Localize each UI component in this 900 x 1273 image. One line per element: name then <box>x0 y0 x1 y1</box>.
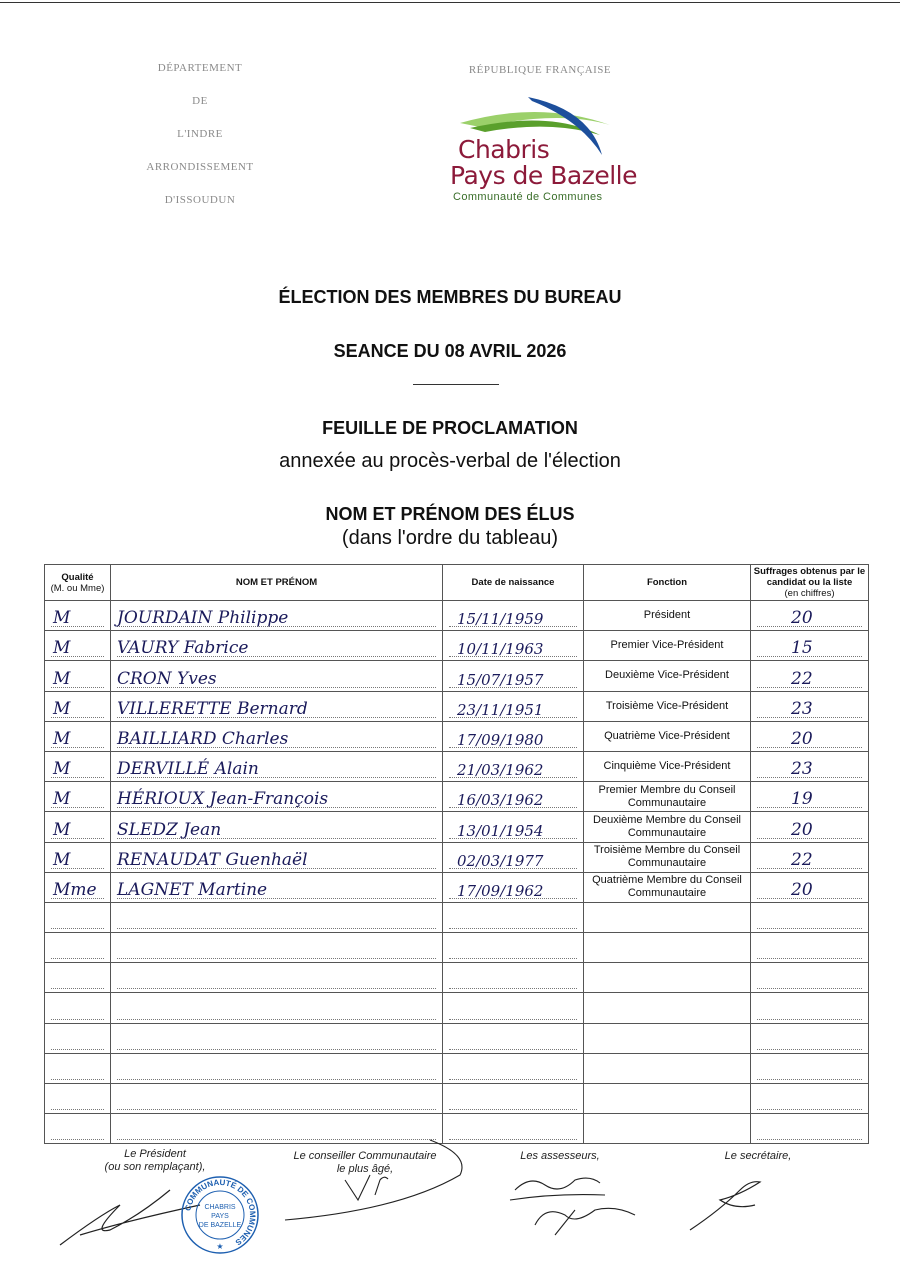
fonction-text: Quatrième Vice-Président <box>604 729 730 742</box>
cell-qualite <box>45 782 111 812</box>
dotted-line <box>757 1049 862 1050</box>
fonction-text: Troisième Membre du Conseil Communautaire <box>593 844 741 870</box>
assesseurs-signature <box>505 1165 645 1240</box>
cell-nom <box>111 933 443 963</box>
cell-date <box>443 812 584 842</box>
community-stamp <box>180 1175 260 1255</box>
republique-label: RÉPUBLIQUE FRANÇAISE <box>468 64 612 76</box>
cell-suffrages <box>751 691 869 721</box>
dotted-line <box>117 1049 436 1050</box>
cell-qualite <box>45 963 111 993</box>
cell-nom <box>111 963 443 993</box>
cell-date <box>443 721 584 751</box>
cell-date <box>443 902 584 932</box>
suffrages-text: 15 <box>791 638 813 659</box>
dotted-line <box>117 988 436 989</box>
table-row <box>45 842 869 872</box>
qualite-text: M <box>53 698 71 719</box>
cell-suffrages <box>751 1084 869 1114</box>
header-date: Date de naissance <box>443 565 584 601</box>
cell-qualite <box>45 1084 111 1114</box>
cell-date <box>443 751 584 781</box>
dotted-line <box>51 988 104 989</box>
table-row <box>45 601 869 631</box>
qualite-text: M <box>53 638 71 659</box>
dotted-line <box>757 988 862 989</box>
dotted-line <box>117 1019 436 1020</box>
suffrages-text: 20 <box>791 608 813 629</box>
cell-date <box>443 993 584 1023</box>
cell-nom <box>111 993 443 1023</box>
ordre-subtitle: (dans l'ordre du tableau) <box>341 527 559 549</box>
suffrages-text: 22 <box>791 668 813 689</box>
cell-qualite <box>45 601 111 631</box>
cell-nom <box>111 872 443 902</box>
dotted-line <box>449 988 577 989</box>
qualite-text: M <box>53 819 71 840</box>
dotted-line <box>117 1109 436 1110</box>
cell-fonction <box>584 872 751 902</box>
table-row <box>45 691 869 721</box>
cell-nom <box>111 842 443 872</box>
dotted-line <box>757 1109 862 1110</box>
cell-date <box>443 842 584 872</box>
date-text: 02/03/1977 <box>457 851 544 870</box>
table-row <box>45 963 869 993</box>
table-row <box>45 631 869 661</box>
fonction-text: Troisième Vice-Président <box>605 699 729 712</box>
fonction-text: Premier Vice-Président <box>610 639 724 652</box>
cell-nom <box>111 902 443 932</box>
dotted-line <box>449 1109 577 1110</box>
date-text: 21/03/1962 <box>457 761 544 780</box>
cell-fonction <box>584 751 751 781</box>
svg-text:COMMUNAUTÉ DE COMMUNES: COMMUNAUTÉ DE COMMUNES <box>183 1177 258 1247</box>
qualite-text: M <box>53 608 71 629</box>
table-row <box>45 812 869 842</box>
suffrages-text: 19 <box>791 789 813 810</box>
cell-suffrages <box>751 963 869 993</box>
cell-date <box>443 1053 584 1083</box>
svg-text:CHABRIS: CHABRIS <box>204 1204 236 1211</box>
cell-suffrages <box>751 751 869 781</box>
logo-line-3: Communauté de Communes <box>453 191 603 203</box>
cell-qualite <box>45 812 111 842</box>
feuille-title: FEUILLE DE PROCLAMATION <box>322 418 578 438</box>
dept-line-5: D'ISSOUDUN <box>164 194 236 206</box>
table-row <box>45 721 869 751</box>
cell-suffrages <box>751 721 869 751</box>
cell-date <box>443 933 584 963</box>
dotted-line <box>117 928 436 929</box>
cell-qualite <box>45 842 111 872</box>
cell-nom <box>111 721 443 751</box>
dotted-line <box>51 928 104 929</box>
cell-nom <box>111 751 443 781</box>
suffrages-text: 20 <box>791 728 813 749</box>
cell-nom <box>111 812 443 842</box>
cell-nom <box>111 1053 443 1083</box>
dotted-line <box>757 1079 862 1080</box>
community-logo <box>440 95 650 215</box>
fonction-text: Cinquième Vice-Président <box>603 760 731 773</box>
top-border <box>0 2 900 3</box>
logo-line-1: Chabris <box>458 135 550 164</box>
date-text: 17/09/1962 <box>457 881 544 900</box>
cell-date <box>443 661 584 691</box>
table-row <box>45 782 869 812</box>
cell-qualite <box>45 933 111 963</box>
cell-suffrages <box>751 812 869 842</box>
cell-fonction <box>584 1084 751 1114</box>
cell-nom <box>111 661 443 691</box>
table-header-row <box>45 565 869 601</box>
cell-fonction <box>584 721 751 751</box>
cell-suffrages <box>751 601 869 631</box>
dotted-line <box>51 1139 104 1140</box>
cell-fonction <box>584 902 751 932</box>
table-body <box>45 601 869 1144</box>
dotted-line <box>449 1049 577 1050</box>
nom-text: CRON Yves <box>117 668 217 689</box>
dotted-line <box>117 958 436 959</box>
dotted-line <box>757 1019 862 1020</box>
header-qualite: Qualité (M. ou Mme) <box>45 565 111 601</box>
cell-qualite <box>45 691 111 721</box>
date-text: 10/11/1963 <box>457 640 544 659</box>
nom-text: HÉRIOUX Jean-François <box>117 789 329 810</box>
dotted-line <box>51 1019 104 1020</box>
cell-date <box>443 691 584 721</box>
table-row <box>45 933 869 963</box>
cell-suffrages <box>751 933 869 963</box>
dotted-line <box>51 1049 104 1050</box>
cell-date <box>443 601 584 631</box>
date-text: 23/11/1951 <box>457 700 544 719</box>
cell-fonction <box>584 933 751 963</box>
cell-fonction <box>584 661 751 691</box>
cell-fonction <box>584 812 751 842</box>
cell-qualite <box>45 751 111 781</box>
dept-line-2: DE <box>192 95 208 107</box>
suffrages-text: 22 <box>791 849 813 870</box>
cell-fonction <box>584 993 751 1023</box>
svg-text:PAYS: PAYS <box>211 1213 229 1220</box>
header-suffrages: Suffrages obtenus par le candidat ou la liste (en chiffres) <box>751 565 869 601</box>
cell-date <box>443 872 584 902</box>
departement-block <box>120 62 280 227</box>
cell-qualite <box>45 993 111 1023</box>
table-row <box>45 902 869 932</box>
title-divider <box>413 384 499 385</box>
cell-date <box>443 1084 584 1114</box>
nom-heading: NOM ET PRÉNOM DES ÉLUS <box>325 504 575 524</box>
date-text: 16/03/1962 <box>457 791 544 810</box>
qualite-text: M <box>53 728 71 749</box>
qualite-text: M <box>53 759 71 780</box>
cell-date <box>443 631 584 661</box>
nom-text: JOURDAIN Philippe <box>117 608 289 629</box>
nom-text: DERVILLÉ Alain <box>117 759 259 780</box>
cell-suffrages <box>751 993 869 1023</box>
secretaire-signature <box>680 1170 780 1240</box>
nom-text: RENAUDAT Guenhaël <box>117 849 308 870</box>
date-text: 13/01/1954 <box>457 821 544 840</box>
conseiller-signature <box>280 1135 480 1225</box>
qualite-text: M <box>53 789 71 810</box>
dotted-line <box>117 1079 436 1080</box>
nom-text: VILLERETTE Bernard <box>117 698 308 719</box>
fonction-text: Président <box>643 609 691 622</box>
date-text: 17/09/1980 <box>457 730 544 749</box>
cell-nom <box>111 782 443 812</box>
cell-suffrages <box>751 661 869 691</box>
cell-fonction <box>584 963 751 993</box>
nom-text: LAGNET Martine <box>117 879 268 900</box>
table-row <box>45 751 869 781</box>
cell-qualite <box>45 661 111 691</box>
cell-fonction <box>584 631 751 661</box>
cell-qualite <box>45 902 111 932</box>
table-row <box>45 1023 869 1053</box>
dept-line-4: ARRONDISSEMENT <box>146 161 254 173</box>
table-row <box>45 1084 869 1114</box>
suffrages-text: 23 <box>791 698 813 719</box>
dotted-line <box>757 928 862 929</box>
cell-fonction <box>584 1114 751 1144</box>
cell-suffrages <box>751 631 869 661</box>
table-row <box>45 661 869 691</box>
table-row <box>45 993 869 1023</box>
cell-fonction <box>584 1053 751 1083</box>
suffrages-text: 20 <box>791 819 813 840</box>
cell-suffrages <box>751 1023 869 1053</box>
table-row <box>45 1053 869 1083</box>
seance-title: SEANCE DU 08 AVRIL 2026 <box>333 341 567 361</box>
dotted-line <box>51 1079 104 1080</box>
assesseurs-signature-label: Les assesseurs, <box>520 1150 600 1162</box>
date-text: 15/11/1959 <box>457 610 544 629</box>
cell-date <box>443 782 584 812</box>
dotted-line <box>51 958 104 959</box>
cell-suffrages <box>751 872 869 902</box>
cell-date <box>443 1023 584 1053</box>
cell-fonction <box>584 691 751 721</box>
cell-qualite <box>45 1053 111 1083</box>
dotted-line <box>51 1109 104 1110</box>
cell-qualite <box>45 1114 111 1144</box>
cell-nom <box>111 631 443 661</box>
annexe-subtitle: annexée au procès-verbal de l'élection <box>279 450 621 472</box>
suffrages-text: 20 <box>791 879 813 900</box>
svg-text:★: ★ <box>216 1242 224 1251</box>
cell-suffrages <box>751 902 869 932</box>
dotted-line <box>449 928 577 929</box>
conseiller-signature-label: Le conseiller Communautaire le plus âgé, <box>293 1150 437 1175</box>
cell-nom <box>111 1023 443 1053</box>
qualite-text: M <box>53 849 71 870</box>
cell-qualite <box>45 721 111 751</box>
cell-suffrages <box>751 1053 869 1083</box>
election-title: ÉLECTION DES MEMBRES DU BUREAU <box>278 287 622 307</box>
header-fonction: Fonction <box>584 565 751 601</box>
cell-fonction <box>584 842 751 872</box>
qualite-text: Mme <box>53 879 97 900</box>
cell-qualite <box>45 1023 111 1053</box>
cell-fonction <box>584 601 751 631</box>
dotted-line <box>757 958 862 959</box>
secretaire-signature-label: Le secrétaire, <box>724 1150 792 1162</box>
fonction-text: Deuxième Vice-Président <box>605 669 729 682</box>
dept-line-3: L'INDRE <box>177 128 223 140</box>
svg-text:DE BAZELLE: DE BAZELLE <box>198 1222 242 1229</box>
logo-line-2: Pays de Bazelle <box>450 161 637 190</box>
cell-nom <box>111 691 443 721</box>
dotted-line <box>449 1019 577 1020</box>
nom-text: BAILLIARD Charles <box>117 728 289 749</box>
cell-suffrages <box>751 782 869 812</box>
stamp-seal-icon <box>180 1175 260 1255</box>
dotted-line <box>449 1079 577 1080</box>
cell-qualite <box>45 631 111 661</box>
cell-suffrages <box>751 842 869 872</box>
cell-nom <box>111 1084 443 1114</box>
fonction-text: Premier Membre du Conseil Communautaire <box>598 783 736 809</box>
cell-date <box>443 963 584 993</box>
cell-suffrages <box>751 1114 869 1144</box>
qualite-text: M <box>53 668 71 689</box>
date-text: 15/07/1957 <box>457 670 544 689</box>
dotted-line <box>449 958 577 959</box>
fonction-text: Deuxième Membre du Conseil Communautaire <box>593 813 741 839</box>
nom-text: VAURY Fabrice <box>117 638 249 659</box>
header-nom: NOM ET PRÉNOM <box>111 565 443 601</box>
cell-nom <box>111 601 443 631</box>
dotted-line <box>757 1139 862 1140</box>
cell-fonction <box>584 782 751 812</box>
table-row <box>45 872 869 902</box>
cell-qualite <box>45 872 111 902</box>
fonction-text: Quatrième Membre du Conseil Communautaire <box>592 874 742 900</box>
elus-table <box>44 564 869 1144</box>
president-signature-label: Le Président (ou son remplaçant), <box>104 1148 206 1173</box>
nom-text: SLEDZ Jean <box>117 819 222 840</box>
suffrages-text: 23 <box>791 759 813 780</box>
dept-line-1: DÉPARTEMENT <box>157 62 243 74</box>
cell-fonction <box>584 1023 751 1053</box>
